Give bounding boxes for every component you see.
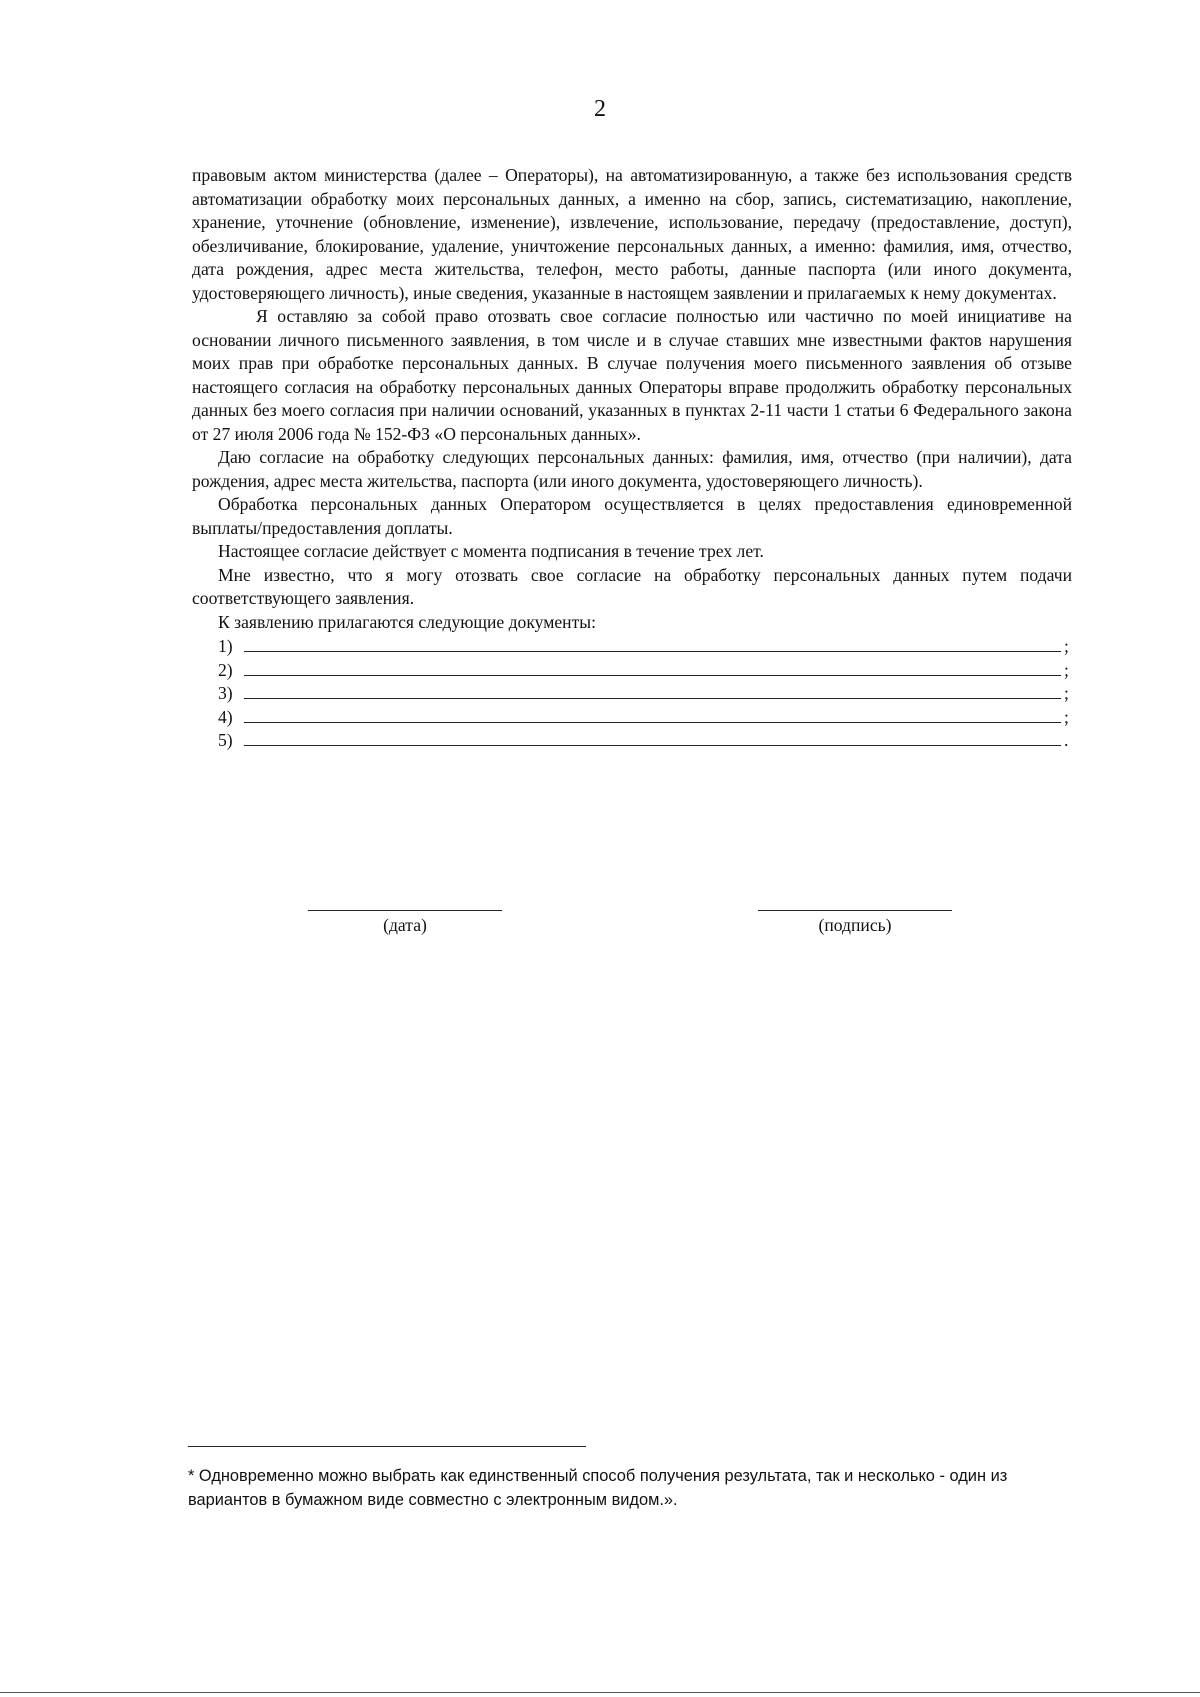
attachment-blank-line[interactable]	[244, 634, 1061, 652]
attachment-blank-line[interactable]	[244, 705, 1061, 723]
paragraph-operators: правовым актом министерства (далее – Операторы), на автоматизированную, а также без использования средств автоматизации обработку моих персональных данных, а именно на сбор, запись, систематизацию, накопление, хранение, уточнение (обновление, изменение), извлечение, использование, передачу (предоставление, доступ), обезличивание, блокирование, удаление, уничтожение персональных данных, а именно: фамилия, имя, отчество, дата рождения, адрес места жительства, телефон, место работы, данные паспорта (или иного документа, удостоверяющего личность), иные сведения, указанные в настоящем заявлении и прилагаемых к нему документах.	[192, 165, 1072, 303]
page-bottom-edge	[0, 1692, 1200, 1693]
attachment-item	[192, 681, 1072, 705]
attachment-blank-line[interactable]	[244, 681, 1061, 699]
signature-block	[758, 910, 952, 936]
paragraph-validity: Настоящее согласие действует с момента подписания в течение трех лет.	[218, 541, 764, 561]
attachment-number: 2)	[218, 659, 233, 680]
paragraph-processing-purpose: Обработка персональных данных Оператором осуществляется в целях предоставления единовременной выплаты/предоставления доплаты.	[192, 494, 1072, 538]
footnote: * Одновременно можно выбрать как единственный способ получения результата, так и несколько - один из вариантов в бумажном виде совместно с электронным видом.».	[188, 1467, 1008, 1509]
attachment-blank-line[interactable]	[244, 728, 1061, 746]
attachment-number: 5)	[218, 730, 233, 750]
attachment-number: 4)	[218, 706, 233, 727]
signature-label: (подпись)	[818, 915, 892, 935]
document-body	[192, 164, 1072, 752]
attachment-punctuation: ;	[1064, 659, 1069, 680]
attachment-blank-line[interactable]	[244, 658, 1061, 676]
attachment-punctuation: ;	[1064, 636, 1069, 656]
attachment-punctuation: ;	[1064, 706, 1069, 727]
attachment-punctuation: ;	[1064, 683, 1069, 703]
attachment-number: 3)	[218, 683, 233, 703]
paragraph-revocation: Мне известно, что я могу отозвать свое согласие на обработку персональных данных путем подачи соответствующего заявления.	[192, 564, 1072, 608]
attachment-item	[192, 658, 1072, 682]
signature-blank-line[interactable]	[758, 910, 952, 911]
attachment-item	[192, 705, 1072, 729]
paragraph-consent-data: Даю согласие на обработку следующих персональных данных: фамилия, имя, отчество (при наличии), дата рождения, адрес места жительства, паспорта (или иного документа, удостоверяющего личность).	[192, 447, 1072, 491]
page-number: 2	[594, 96, 606, 122]
footnote-divider	[188, 1446, 586, 1447]
date-blank-line[interactable]	[308, 910, 502, 911]
date-block	[308, 910, 502, 936]
attachments-list	[192, 634, 1072, 752]
paragraph-attachments-intro: К заявлению прилагаются следующие документы:	[218, 611, 596, 632]
attachment-punctuation: .	[1064, 730, 1069, 750]
date-label: (дата)	[383, 915, 427, 935]
attachment-number: 1)	[218, 636, 233, 656]
attachment-item	[192, 728, 1072, 752]
paragraph-withdrawal-right: Я оставляю за собой право отозвать свое согласие полностью или частично по моей инициативе на основании личного письменного заявления, в том числе и в случае ставших мне известными фактов нарушения моих прав при обработке персональных данных. В случае получения моего письменного заявления об отзыве настоящего согласия на обработку персональных данных Операторы вправе продолжить обработку персональных данных без моего согласия при наличии оснований, указанных в пунктах 2-11 части 1 статьи 6 Федерального закона от 27 июля 2006 года № 152-ФЗ «О персональных данных».	[192, 306, 1072, 444]
attachment-item	[192, 634, 1072, 658]
